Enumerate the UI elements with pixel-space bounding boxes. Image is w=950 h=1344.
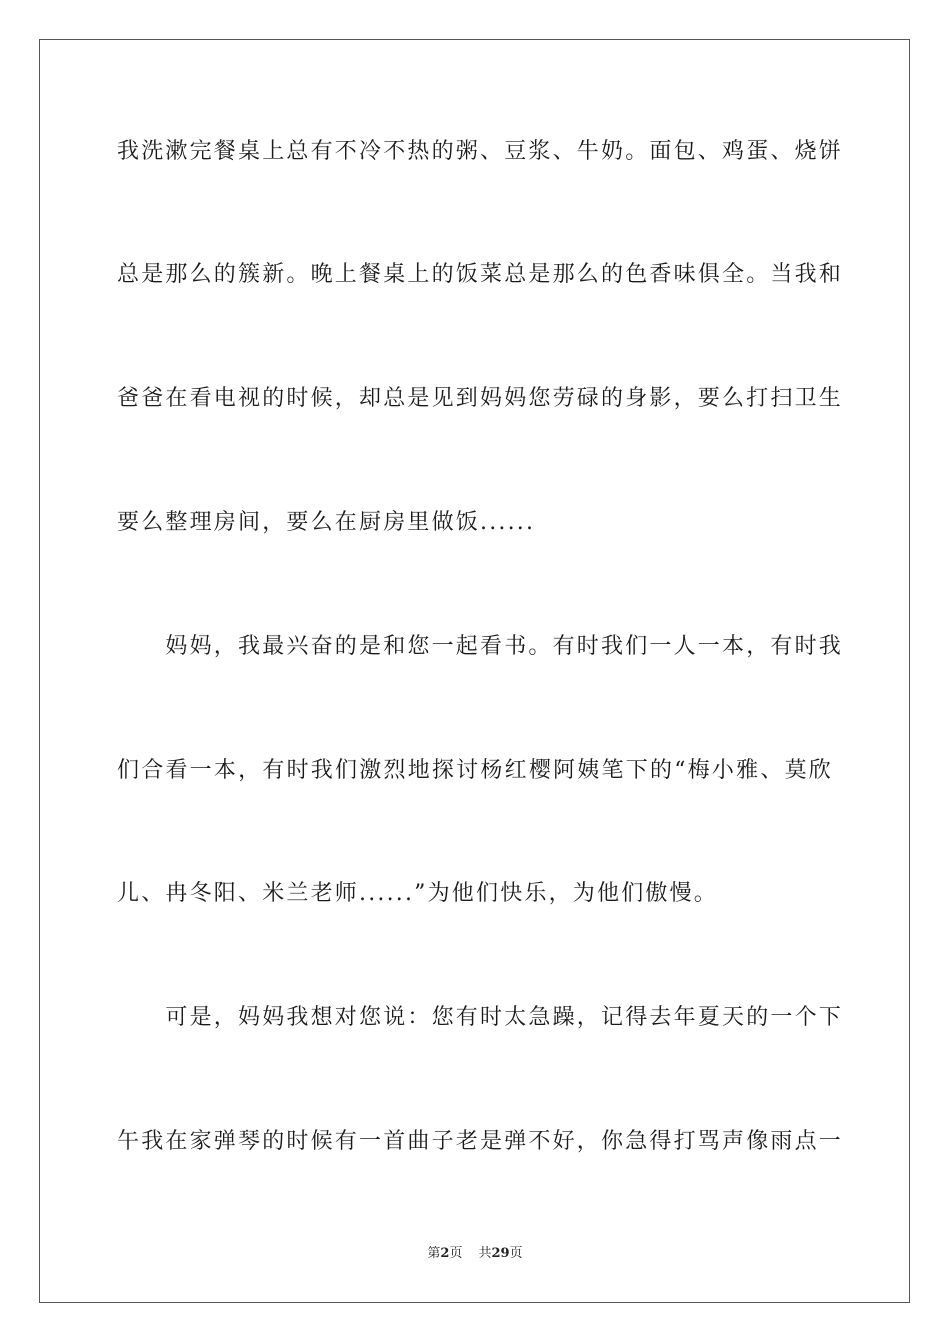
page-number: 2 xyxy=(440,1246,450,1261)
body-text-line: 总是那么的簇新。晚上餐桌上的饭菜总是那么的色香味俱全。当我和 xyxy=(117,262,844,287)
page-footer xyxy=(0,1244,950,1264)
total-suffix: 页 xyxy=(509,1246,523,1261)
total-prefix: 共 xyxy=(478,1246,492,1261)
page-suffix: 页 xyxy=(449,1246,463,1261)
body-text-line: 要么整理房间，要么在厨房里做饭...... xyxy=(117,510,536,535)
body-text-line: 儿、冉冬阳、米兰老师......”为他们快乐，为他们傲慢。 xyxy=(117,881,719,906)
total-pages: 29 xyxy=(491,1246,510,1261)
page-border xyxy=(39,39,910,1303)
body-text-line: 可是，妈妈我想对您说：您有时太急躁，记得去年夏天的一个下 xyxy=(117,1005,844,1030)
page-prefix: 第 xyxy=(427,1246,441,1261)
body-text-line: 午我在家弹琴的时候有一首曲子老是弹不好，你急得打骂声像雨点一 xyxy=(117,1129,844,1154)
body-text-line: 爸爸在看电视的时候，却总是见到妈妈您劳碌的身影，要么打扫卫生 xyxy=(117,386,844,411)
body-text-line: 我洗漱完餐桌上总有不冷不热的粥、豆浆、牛奶。面包、鸡蛋、烧饼 xyxy=(117,139,844,164)
body-text-line: 们合看一本，有时我们激烈地探讨杨红樱阿姨笔下的“梅小雅、莫欣 xyxy=(117,758,833,783)
body-text-line: 妈妈，我最兴奋的是和您一起看书。有时我们一人一本，有时我 xyxy=(117,634,844,659)
